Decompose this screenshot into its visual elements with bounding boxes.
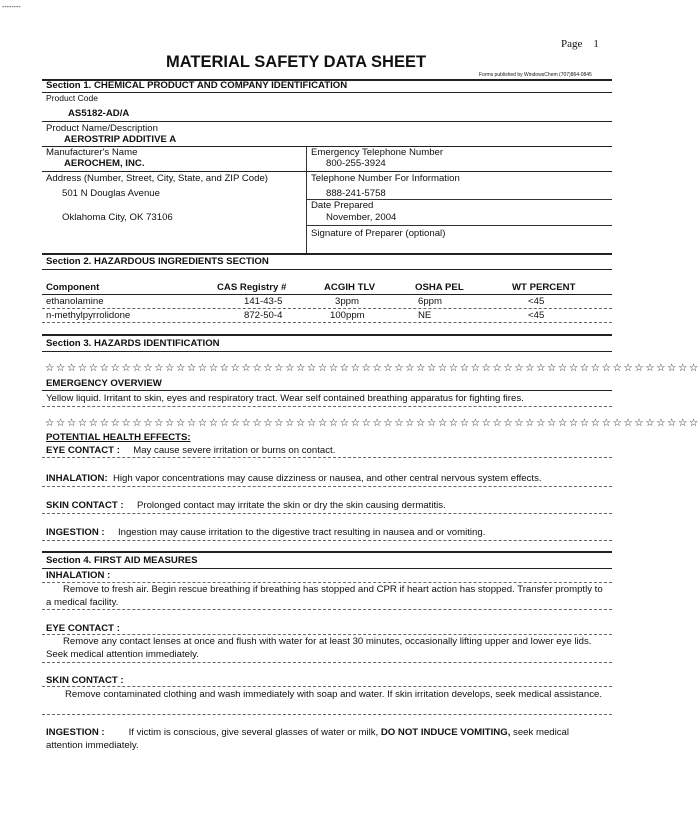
product-name-value: AEROSTRIP ADDITIVE A — [64, 134, 177, 145]
page-number — [561, 38, 599, 50]
first-aid-ingestion-warning: DO NOT INDUCE VOMITING, — [380, 727, 511, 738]
rule — [42, 171, 612, 172]
col-cas: CAS Registry # — [217, 282, 287, 293]
section-divider — [42, 253, 612, 255]
skin-contact-label: SKIN CONTACT : — [46, 500, 124, 511]
address-label: Address (Number, Street, City, State, and ZIP Code) — [46, 173, 268, 184]
rule — [42, 351, 612, 352]
ingestion-text: Ingestion may cause irritation to the digestive tract resulting in nausea and or vomiting. — [117, 527, 486, 538]
product-name-label: Product Name/Description — [46, 123, 158, 134]
rule — [42, 568, 612, 569]
first-aid-inhalation-text: Remove to fresh air. Begin rescue breathing if breathing has stopped and CPR if heart action has stopped. Transfer promptly to a medical facility. — [46, 584, 603, 608]
col-acgih: ACGIH TLV — [324, 282, 375, 293]
skin-contact-effect — [46, 500, 446, 511]
rule — [42, 308, 612, 309]
rule — [42, 540, 612, 541]
page-value: 1 — [593, 38, 599, 50]
cell-component: ethanolamine — [46, 296, 104, 307]
cell-cas: 872-50-4 — [244, 310, 283, 321]
address-line2: Oklahoma City, OK 73106 — [62, 212, 173, 223]
product-code-label: Product Code — [46, 93, 98, 103]
first-aid-eye-text: Remove any contact lenses at once and flush with water for at least 30 minutes, occasionally lifting upper and lower eye lids. Seek medical attention immediately. — [46, 636, 592, 660]
col-component: Component — [46, 282, 100, 293]
rule — [42, 486, 612, 487]
section2-heading: Section 2. HAZARDOUS INGREDIENTS SECTION — [46, 256, 269, 267]
first-aid-eye-label: EYE CONTACT : — [46, 623, 120, 634]
inhalation-effect — [46, 473, 542, 484]
eye-contact-text: May cause severe irritation or burns on contact. — [133, 445, 336, 456]
rule — [42, 269, 612, 270]
rule — [42, 457, 612, 458]
potential-health-label: POTENTIAL HEALTH EFFECTS: — [46, 432, 191, 443]
first-aid-skin-text: Remove contaminated clothing and wash immediately with soap and water. If skin irritation develops, seek medical assistance. — [65, 689, 602, 700]
section1-heading: Section 1. CHEMICAL PRODUCT AND COMPANY IDENTIFICATION — [46, 80, 348, 91]
emergency-overview-label: EMERGENCY OVERVIEW — [46, 378, 162, 389]
rule — [42, 92, 612, 93]
skin-contact-text: Prolonged contact may irritate the skin or dry the skin causing dermatitis. — [136, 500, 446, 511]
rule — [42, 582, 612, 583]
column-divider — [306, 146, 307, 254]
info-phone-value: 888-241-5758 — [326, 188, 386, 199]
date-prepared-label: Date Prepared — [311, 200, 374, 211]
cell-acgih: 100ppm — [330, 310, 365, 321]
rule — [42, 322, 612, 323]
section4-heading: Section 4. FIRST AID MEASURES — [46, 555, 198, 566]
rule — [42, 686, 612, 687]
first-aid-ingestion-label: INGESTION : — [46, 727, 105, 738]
rule — [42, 714, 612, 715]
eye-contact-effect — [46, 445, 335, 456]
cell-component: n-methylpyrrolidone — [46, 310, 131, 321]
first-aid-ingestion-text-end: seek medical attention immediately. — [46, 727, 570, 751]
cell-osha: NE — [418, 310, 432, 321]
cell-wt: <45 — [528, 296, 545, 307]
emergency-phone-label: Emergency Telephone Number — [311, 147, 444, 158]
cell-osha: 6ppm — [418, 296, 442, 307]
star-divider: ☆☆☆☆☆☆☆☆☆☆☆☆☆☆☆☆☆☆☆☆☆☆☆☆☆☆☆☆☆☆☆☆☆☆☆☆☆☆☆☆☆☆☆☆☆☆☆☆☆☆☆☆☆☆☆☆☆☆☆☆ — [45, 417, 700, 429]
product-code-value: AS5182-AD/A — [68, 108, 130, 119]
col-osha: OSHA PEL — [415, 282, 464, 293]
emergency-overview-text: Yellow liquid. Irritant to skin, eyes and respiratory tract. Wear self contained breathing apparatus for fighting fires. — [46, 393, 524, 404]
col-wt-percent: WT PERCENT — [512, 282, 576, 293]
rule — [42, 609, 612, 610]
star-divider: ☆☆☆☆☆☆☆☆☆☆☆☆☆☆☆☆☆☆☆☆☆☆☆☆☆☆☆☆☆☆☆☆☆☆☆☆☆☆☆☆☆☆☆☆☆☆☆☆☆☆☆☆☆☆☆☆☆☆☆☆ — [45, 362, 700, 374]
rule — [42, 662, 612, 663]
cell-acgih: 3ppm — [335, 296, 359, 307]
rule — [42, 513, 612, 514]
rule — [306, 225, 612, 226]
first-aid-skin-label: SKIN CONTACT : — [46, 675, 124, 686]
inhalation-label: INHALATION: — [46, 473, 108, 484]
signature-label: Signature of Preparer (optional) — [311, 228, 446, 239]
rule — [42, 390, 612, 391]
cell-cas: 141-43-5 — [244, 296, 283, 307]
section-divider — [42, 334, 612, 336]
rule — [42, 634, 612, 635]
manufacturer-value: AEROCHEM, INC. — [64, 158, 145, 169]
emergency-phone-value: 800-255-3924 — [326, 158, 386, 169]
date-prepared-value: November, 2004 — [326, 212, 397, 223]
corner-mark: -------- — [2, 4, 21, 11]
rule — [42, 121, 612, 122]
eye-contact-label: EYE CONTACT : — [46, 445, 120, 456]
forms-note: Forms published by WindowsChem (707)864-0845 — [479, 72, 592, 78]
info-phone-label: Telephone Number For Information — [311, 173, 460, 184]
rule — [42, 406, 612, 407]
first-aid-ingestion — [46, 727, 606, 752]
inhalation-text: High vapor concentrations may cause dizziness or nausea, and other central nervous system effects. — [112, 473, 542, 484]
section-divider — [42, 551, 612, 553]
first-aid-inhalation-label: INHALATION : — [46, 570, 111, 581]
ingestion-label: INGESTION : — [46, 527, 105, 538]
page-label: Page — [561, 38, 583, 50]
section3-heading: Section 3. HAZARDS IDENTIFICATION — [46, 338, 220, 349]
rule — [42, 294, 612, 295]
cell-wt: <45 — [528, 310, 545, 321]
document-title: MATERIAL SAFETY DATA SHEET — [166, 53, 427, 71]
manufacturer-label: Manufacturer's Name — [46, 147, 138, 158]
address-line1: 501 N Douglas Avenue — [62, 188, 160, 199]
first-aid-ingestion-text: If victim is conscious, give several glasses of water or milk, — [128, 727, 379, 738]
ingestion-effect — [46, 527, 485, 538]
